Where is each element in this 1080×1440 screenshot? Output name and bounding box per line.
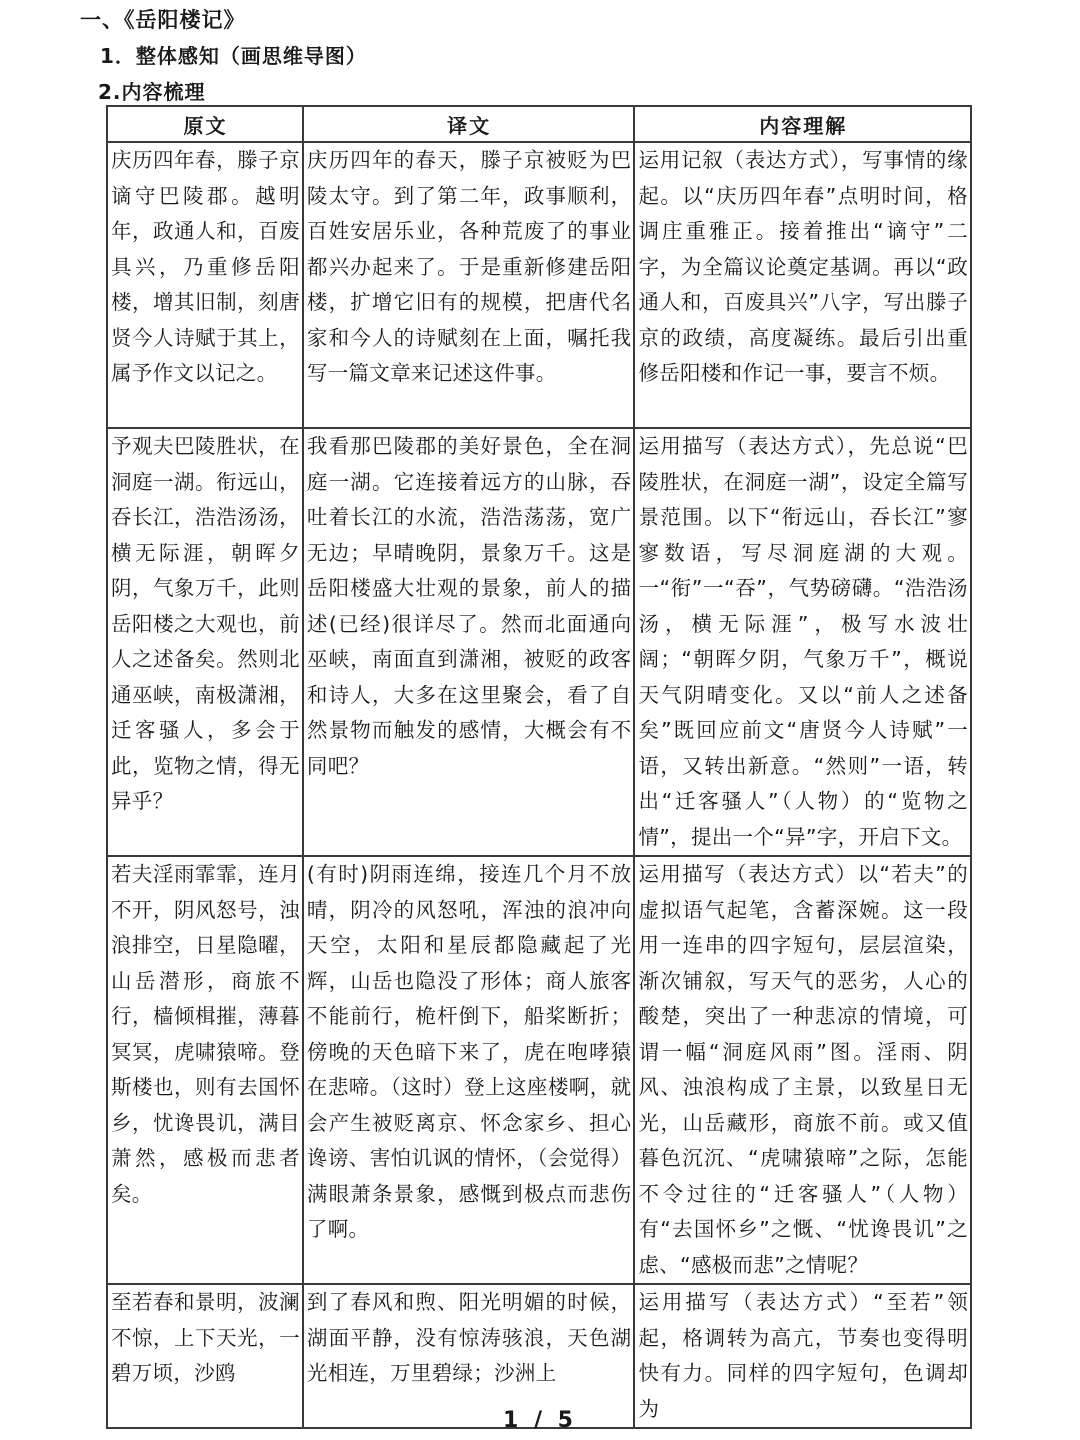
translation-cell: 我看那巴陵郡的美好景色，全在洞庭一湖。它连接着远方的山脉，吞吐着长江的水流，浩浩荡荡，宽广无边；早晴晚阴，景象万千。这是岳阳楼盛大壮观的景象，前人的描述(已经)很详尽了。然而北面通向巫峡，南面直到潇湘，被贬的政客和诗人，大多在这里聚会，看了自然景物而触发的感情，大概会有不同吧？ <box>303 428 635 856</box>
original-text-cell: 至若春和景明，波澜不惊，上下天光，一碧万顷，沙鸥 <box>107 1284 303 1428</box>
table-row <box>107 856 971 1284</box>
table-header-row <box>107 106 971 142</box>
understanding-cell: 运用描写（表达方式）以“若夫”的虚拟语气起笔，含蓄深婉。这一段用一连串的四字短句，层层渲染，渐次铺叙，写天气的恶劣，人心的酸楚，突出了一种悲凉的情境，可谓一幅“洞庭风雨”图。淫雨、阴风、浊浪构成了主景，以致星日无光，山岳藏形，商旅不前。或又值暮色沉沉、“虎啸猿啼”之际，怎能不令过往的“迁客骚人”（人物）有“去国怀乡”之慨、“忧谗畏讥”之虑、“感极而悲”之情呢？ <box>634 856 971 1284</box>
column-header-translation: 译文 <box>303 106 635 142</box>
translation-cell: 到了春风和煦、阳光明媚的时候，湖面平静，没有惊涛骇浪，天色湖光相连，万里碧绿；沙洲上 <box>303 1284 635 1428</box>
subsection-heading-overview: 1．整体感知（画思维导图） <box>100 44 367 68</box>
understanding-cell: 运用记叙（表达方式），写事情的缘起。以“庆历四年春”点明时间，格调庄重雅正。接着推出“谪守”二字，为全篇议论奠定基调。再以“政通人和，百废具兴”八字，写出滕子京的政绩，高度凝练。最后引出重修岳阳楼和作记一事，要言不烦。 <box>634 142 971 428</box>
translation-cell: (有时)阴雨连绵，接连几个月不放晴，阴冷的风怒吼，浑浊的浪冲向天空，太阳和星辰都隐藏起了光辉，山岳也隐没了形体；商人旅客不能前行，桅杆倒下，船桨断折；傍晚的天色暗下来了，虎在咆哮猿在悲啼。（这时）登上这座楼啊，就会产生被贬离京、怀念家乡、担心谗谤、害怕讥讽的情怀，（会觉得）满眼萧条景象，感慨到极点而悲伤了啊。 <box>303 856 635 1284</box>
table-row <box>107 142 971 428</box>
table-row <box>107 1284 971 1428</box>
content-table <box>106 105 972 1429</box>
original-text-cell: 予观夫巴陵胜状，在洞庭一湖。衔远山，吞长江，浩浩汤汤，横无际涯，朝晖夕阴，气象万千，此则岳阳楼之大观也，前人之述备矣。然则北通巫峡，南极潇湘，迁客骚人，多会于此，览物之情，得无异乎？ <box>107 428 303 856</box>
subsection-heading-content: 2.内容梳理 <box>98 80 206 104</box>
column-header-original: 原文 <box>107 106 303 142</box>
understanding-cell: 运用描写（表达方式），先总说“巴陵胜状，在洞庭一湖”，设定全篇写景范围。以下“衔远山，吞长江”寥寥数语，写尽洞庭湖的大观。一“衔”一“吞”，气势磅礴。“浩浩汤汤，横无际涯”，极写水波壮阔；“朝晖夕阴，气象万千”，概说天气阴晴变化。又以“前人之述备矣”既回应前文“唐贤今人诗赋”一语，又转出新意。“然则”一语，转出“迁客骚人”（人物）的“览物之情”，提出一个“异”字，开启下文。 <box>634 428 971 856</box>
table-row <box>107 428 971 856</box>
translation-cell: 庆历四年的春天，滕子京被贬为巴陵太守。到了第二年，政事顺利，百姓安居乐业，各种荒废了的事业都兴办起来了。于是重新修建岳阳楼，扩增它旧有的规模，把唐代名家和今人的诗赋刻在上面，嘱托我写一篇文章来记述这件事。 <box>303 142 635 428</box>
column-header-understanding: 内容理解 <box>634 106 971 142</box>
section-heading: 一、《岳阳楼记》 <box>80 8 246 32</box>
page-number: 1 / 5 <box>503 1408 577 1433</box>
understanding-cell: 运用描写（表达方式）“至若”领起，格调转为高亢，节奏也变得明快有力。同样的四字短句，色调却为 <box>634 1284 971 1428</box>
original-text-cell: 若夫淫雨霏霏，连月不开，阴风怒号，浊浪排空，日星隐曜，山岳潜形，商旅不行，樯倾楫摧，薄暮冥冥，虎啸猿啼。登斯楼也，则有去国怀乡，忧谗畏讥，满目萧然，感极而悲者矣。 <box>107 856 303 1284</box>
original-text-cell: 庆历四年春，滕子京谪守巴陵郡。越明年，政通人和，百废具兴，乃重修岳阳楼，增其旧制，刻唐贤今人诗赋于其上，属予作文以记之。 <box>107 142 303 428</box>
